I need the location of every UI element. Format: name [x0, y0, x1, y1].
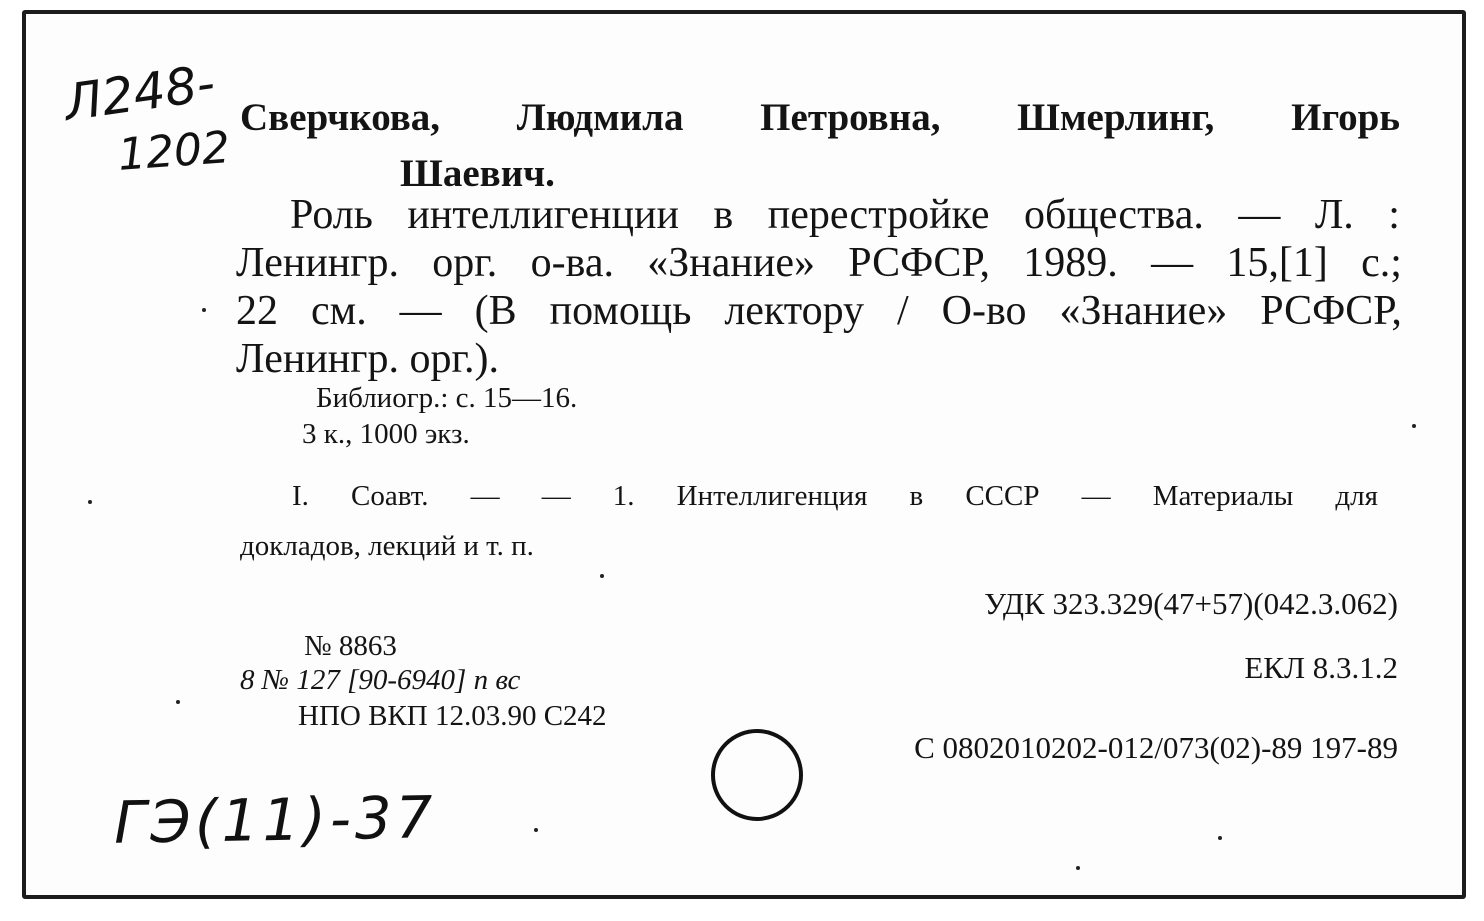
tracing-word: 1.	[612, 480, 635, 512]
copies-note: 3 к., 1000 экз.	[302, 418, 470, 450]
circle-mark-icon	[708, 726, 806, 824]
handwritten-bottom-code: ГЭ(11)-37	[113, 783, 438, 857]
collation-word: РСФСР,	[1260, 288, 1402, 334]
tracing-word: I.	[292, 480, 309, 512]
tracing-word: —	[470, 480, 500, 512]
author-heading	[240, 98, 1400, 137]
collation-word: помощь	[549, 288, 692, 334]
scan-speck	[600, 574, 604, 578]
print-number: № 8863	[304, 630, 397, 662]
heading-word: Людмила	[516, 96, 684, 139]
imprint-word: о-ва.	[530, 240, 614, 286]
tracings-line-1	[292, 482, 1378, 511]
scan-speck	[1218, 836, 1222, 840]
title-word: :	[1388, 192, 1400, 238]
imprint-word: Ленингр.	[236, 240, 399, 286]
title-word: Л.	[1314, 192, 1354, 238]
title-word: перестройке	[767, 192, 990, 238]
imprint-word: РСФСР,	[848, 240, 990, 286]
title-word: общества.	[1024, 192, 1204, 238]
ekl-code: ЕКЛ 8.3.1.2	[1244, 650, 1398, 685]
title-line-1	[290, 194, 1400, 236]
title-word: в	[713, 192, 734, 238]
heading-word: Игорь	[1291, 96, 1400, 139]
tracing-word: Интеллигенция	[676, 480, 868, 512]
bibliography-note: Библиогр.: с. 15—16.	[316, 382, 578, 414]
imprint-word: 15,[1]	[1226, 240, 1328, 286]
title-word: интеллигенции	[407, 192, 679, 238]
heading-word: Сверчкова,	[240, 96, 441, 139]
handwritten-shelfmark-line1: Л248-	[60, 53, 219, 133]
scan-speck	[1076, 866, 1080, 870]
print-npo: НПО ВКП 12.03.90 С242	[298, 700, 607, 732]
scan-speck	[202, 308, 206, 312]
collation-word: (В	[474, 288, 517, 334]
print-order: 8 № 127 [90-6940] п вс	[240, 664, 521, 696]
tracing-word: Соавт.	[351, 480, 429, 512]
collation-word: лектору	[724, 288, 865, 334]
imprint-word: с.;	[1361, 240, 1402, 286]
publisher-code: С 0802010202-012/073(02)-89 197-89	[914, 730, 1398, 765]
tracings-line-2: докладов, лекций и т. п.	[240, 530, 534, 562]
tracing-word: Материалы	[1152, 480, 1294, 512]
tracing-word: СССР	[965, 480, 1040, 512]
imprint-word: «Знание»	[647, 240, 816, 286]
series-continuation: Ленингр. орг.).	[236, 336, 499, 382]
title-word: Роль	[290, 192, 373, 238]
collation-word: «Знание»	[1059, 288, 1228, 334]
scan-speck	[88, 500, 92, 504]
collation-word: см.	[310, 288, 367, 334]
collation-series-line	[236, 290, 1402, 332]
imprint-line	[236, 242, 1402, 284]
collation-word: /	[897, 288, 909, 334]
tracing-word: в	[909, 480, 924, 512]
catalog-card	[22, 10, 1466, 899]
tracing-word: для	[1335, 480, 1378, 512]
collation-word: О-во	[941, 288, 1027, 334]
scan-speck	[534, 828, 538, 832]
imprint-word: 1989.	[1023, 240, 1118, 286]
imprint-word: орг.	[432, 240, 498, 286]
scan-speck	[176, 700, 180, 704]
handwritten-shelfmark-line2: 1202	[116, 122, 232, 181]
tracing-word: —	[541, 480, 571, 512]
title-word: —	[1238, 192, 1281, 238]
tracing-word: —	[1081, 480, 1111, 512]
heading-word: Шмерлинг,	[1017, 96, 1215, 139]
udk-code: УДК 323.329(47+57)(042.3.062)	[984, 586, 1398, 621]
author-heading-continuation: Шаевич.	[400, 152, 555, 195]
imprint-word: —	[1151, 240, 1194, 286]
scan-speck	[1412, 424, 1416, 428]
collation-word: —	[399, 288, 442, 334]
collation-word: 22	[236, 288, 278, 334]
heading-word: Петровна,	[760, 96, 941, 139]
